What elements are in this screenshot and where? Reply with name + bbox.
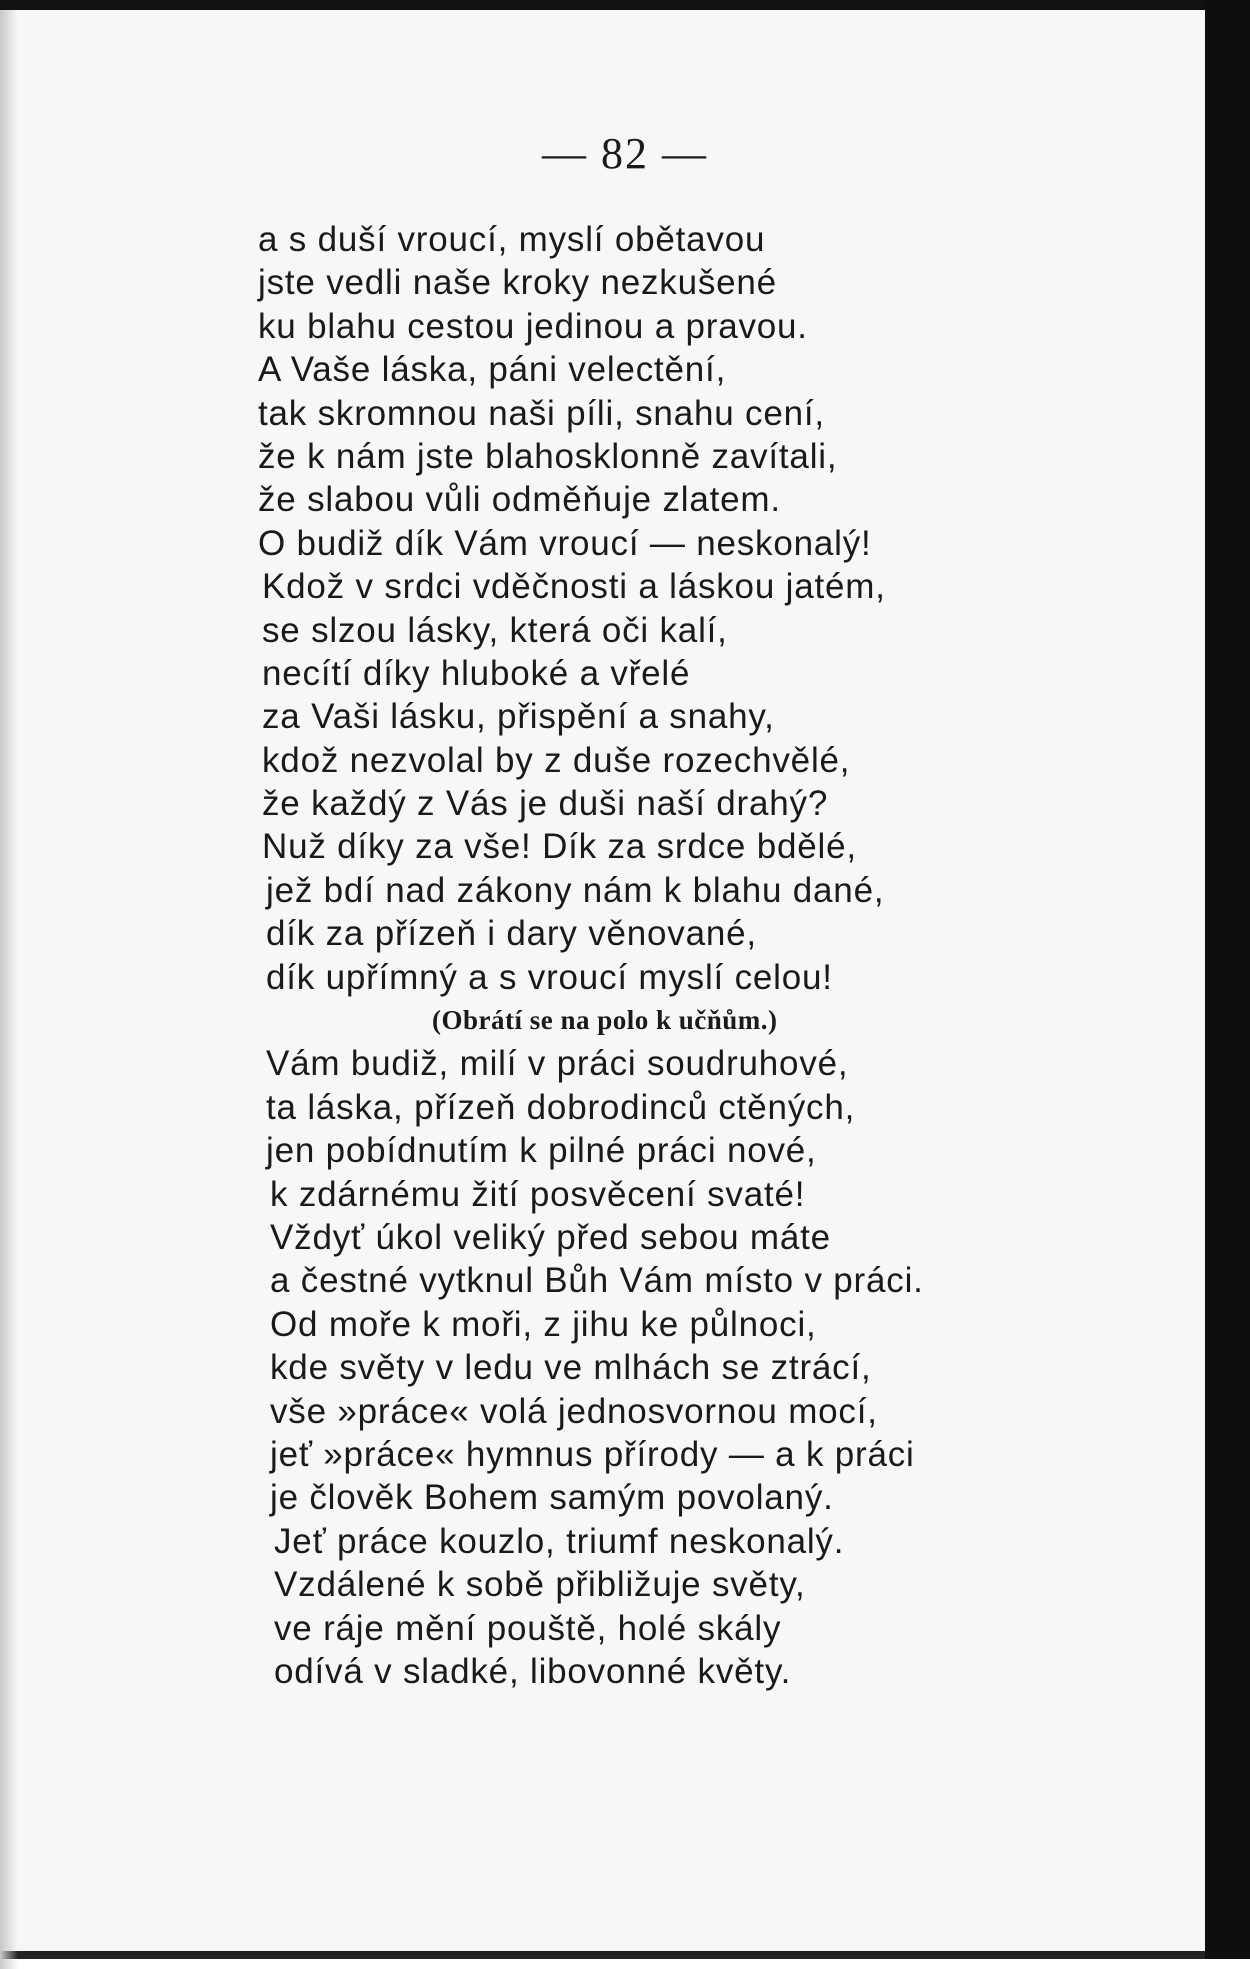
poem-line: dík upřímný a s vroucí myslí celou! (266, 957, 833, 997)
binding-edge (1205, 0, 1250, 1959)
poem-line: Vzdálené k sobě přibližuje světy, (274, 1565, 806, 1605)
poem-line: odívá v sladké, libovonné květy. (274, 1651, 792, 1691)
poem-line: Kdož v srdci vděčnosti a láskou jatém, (262, 567, 886, 607)
poem-line: tak skromnou naši píli, snahu cení, (258, 393, 825, 433)
poem-line: ve ráje mění pouště, holé skály (274, 1608, 782, 1648)
poem-line: kde světy v ledu ve mlhách se ztrácí, (270, 1348, 872, 1388)
poem-line: Vždyť úkol veliký před sebou máte (270, 1217, 831, 1257)
poem-line: že slabou vůli odměňuje zlatem. (258, 480, 781, 520)
poem-line: vše »práce« volá jednosvornou mocí, (270, 1391, 878, 1431)
page-edge-shadow (0, 10, 18, 1969)
page-number: — 82 — (542, 129, 708, 178)
poem-line: kdož nezvolal by z duše rozechvělé, (262, 740, 851, 780)
poem-line: necítí díky hluboké a vřelé (262, 653, 691, 693)
stage-direction: (Obrátí se na polo k učňům.) (432, 1005, 778, 1036)
poem-line: se slzou lásky, která oči kalí, (262, 610, 728, 650)
poem-text (258, 218, 1138, 1693)
poem-line: Od moře k moři, z jihu ke půlnoci, (270, 1304, 817, 1344)
poem-line: jeť »práce« hymnus přírody — a k práci (270, 1434, 915, 1474)
poem-line: A Vaše láska, páni velectění, (258, 350, 727, 390)
poem-line: jste vedli naše kroky nezkušené (258, 263, 777, 303)
poem-line: a s duší vroucí, myslí obětavou (258, 220, 766, 259)
poem-line: je člověk Bohem samým povolaný. (270, 1478, 834, 1518)
poem-line: Nuž díky za vše! Dík za srdce bdělé, (262, 827, 857, 867)
poem-line: dík za přízeň i dary věnované, (266, 914, 757, 954)
poem-line: ta láska, přízeň dobrodinců ctěných, (266, 1087, 856, 1127)
poem-line: O budiž dík Vám vroucí — neskonalý! (258, 523, 872, 563)
poem-line: jen pobídnutím k pilné práci nové, (266, 1131, 817, 1171)
poem-line: a čestné vytknul Bůh Vám místo v práci. (270, 1261, 924, 1301)
poem-line: že k nám jste blahosklonně zavítali, (258, 436, 838, 476)
poem-line: k zdárnému žití posvěcení svaté! (270, 1174, 806, 1214)
poem-line: Jeť práce kouzlo, triumf neskonalý. (274, 1521, 845, 1561)
poem-line: jež bdí nad zákony nám k blahu dané, (266, 870, 885, 910)
poem-line: že každý z Vás je duši naší drahý? (262, 784, 829, 824)
poem-line: Vám budiž, milí v práci soudruhové, (266, 1044, 849, 1084)
poem-line: za Vaši lásku, přispění a snahy, (262, 697, 775, 737)
poem-line: ku blahu cestou jedinou a pravou. (258, 306, 808, 346)
